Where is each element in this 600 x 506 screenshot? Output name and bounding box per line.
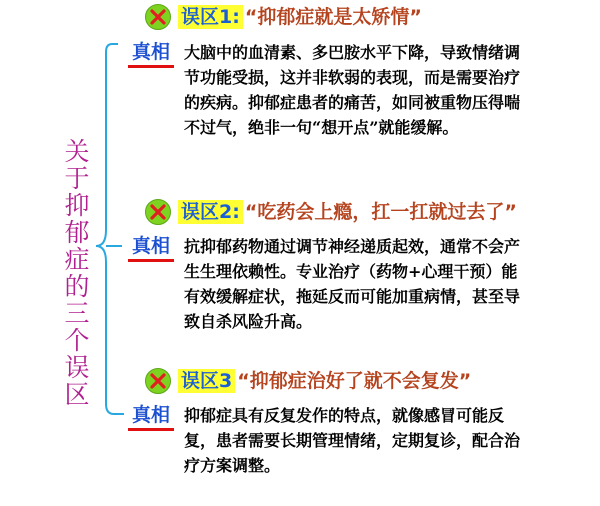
myth-2-label: 误区2: [178, 200, 243, 224]
truth-2-underline [128, 259, 174, 262]
main-title: 关于抑郁症的三个误区 [64, 137, 90, 409]
truth-2-text: 抗抑郁药物通过调节神经递质起效，通常不会产生生理依赖性。专业治疗（药物+心理干预）能有效缓解症状，拖延反而可能加重病情，甚至导致自杀风险升高。 [184, 237, 521, 331]
myth-3-label: 误区3 [178, 369, 235, 393]
myth-3-header [144, 366, 471, 396]
truth-2-label: 真相 [131, 235, 170, 257]
myth-2-quote: “吃药会上瘾，扛一扛就过去了” [244, 201, 517, 223]
truth-3-text: 抑郁症具有反复发作的特点，就像感冒可能反复，患者需要长期管理情绪，定期复诊，配合治疗方案调整。 [184, 406, 521, 475]
myth-3-quote: “抑郁症治好了就不会复发” [237, 370, 472, 392]
myth-1-quote: “抑郁症就是太矫情” [244, 6, 422, 28]
myth-1-label: 误区1: [178, 5, 243, 29]
truth-1-label: 真相 [131, 41, 170, 63]
truth-1-text: 大脑中的血清素、多巴胺水平下降，导致情绪调节功能受损，这并非软弱的表现，而是需要治疗的疾病。抑郁症患者的痛苦，如同被重物压得喘不过气，绝非一句“想开点”就能缓解。 [184, 43, 521, 137]
truth-3-underline [128, 428, 174, 431]
x-mark-icon [144, 198, 172, 226]
x-mark-icon [144, 3, 172, 31]
myth-2-header [144, 197, 517, 227]
truth-3-label: 真相 [131, 404, 170, 426]
truth-1-underline [128, 65, 174, 68]
myth-1-header [144, 2, 422, 32]
x-mark-icon [144, 367, 172, 395]
